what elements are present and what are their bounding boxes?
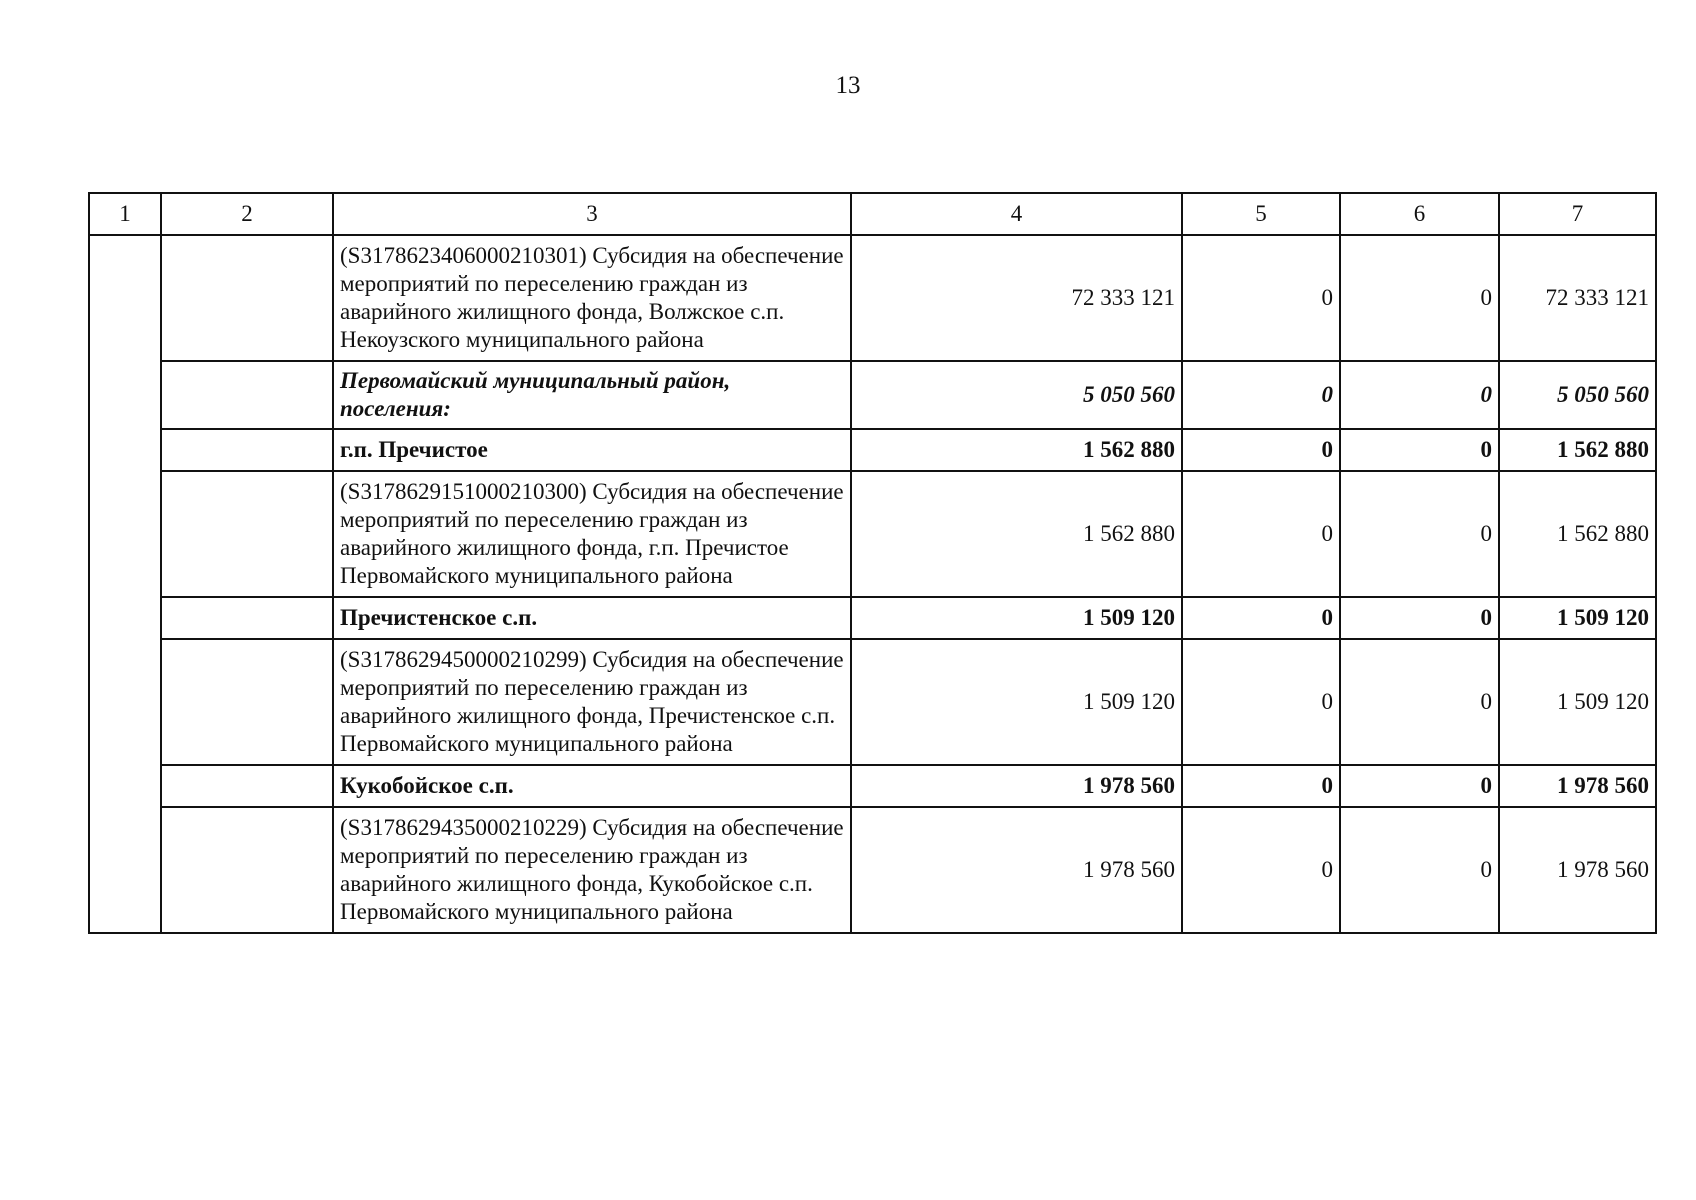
column-1-cell (89, 235, 161, 933)
amount-cell: 1 509 120 (851, 597, 1182, 639)
column-header-5: 5 (1182, 193, 1340, 235)
total-cell: 1 978 560 (1499, 807, 1656, 933)
total-cell: 72 333 121 (1499, 235, 1656, 361)
amount-cell: 1 509 120 (851, 639, 1182, 765)
column-header-1: 1 (89, 193, 161, 235)
amount-cell: 1 978 560 (851, 807, 1182, 933)
amount-cell: 0 (1340, 807, 1499, 933)
description-cell: (S3178629450000210299) Субсидия на обеспечение мероприятий по переселению граждан из аварийного жилищного фонда, Пречистенское с.п. Первомайского муниципального района (333, 639, 851, 765)
total-cell: 1 509 120 (1499, 639, 1656, 765)
amount-cell: 0 (1340, 597, 1499, 639)
table-row (89, 597, 1656, 639)
total-cell: 1 978 560 (1499, 765, 1656, 807)
column-2-cell (161, 471, 333, 597)
column-header-6: 6 (1340, 193, 1499, 235)
amount-cell: 0 (1340, 361, 1499, 429)
amount-cell: 1 978 560 (851, 765, 1182, 807)
page-number: 13 (835, 72, 861, 99)
amount-cell: 0 (1182, 765, 1340, 807)
amount-cell: 0 (1182, 807, 1340, 933)
header-row (89, 193, 1656, 235)
column-2-cell (161, 361, 333, 429)
amount-cell: 0 (1340, 765, 1499, 807)
description-cell: (S3178623406000210301) Субсидия на обеспечение мероприятий по переселению граждан из аварийного жилищного фонда, Волжское с.п. Некоузского муниципального района (333, 235, 851, 361)
description-cell: (S3178629435000210229) Субсидия на обеспечение мероприятий по переселению граждан из аварийного жилищного фонда, Кукобойское с.п. Первомайского муниципального района (333, 807, 851, 933)
amount-cell: 72 333 121 (851, 235, 1182, 361)
column-header-3: 3 (333, 193, 851, 235)
table-row (89, 471, 1656, 597)
description-cell: (S3178629151000210300) Субсидия на обеспечение мероприятий по переселению граждан из аварийного жилищного фонда, г.п. Пречистое Первомайского муниципального района (333, 471, 851, 597)
total-cell: 1 562 880 (1499, 429, 1656, 471)
amount-cell: 0 (1182, 597, 1340, 639)
total-cell: 5 050 560 (1499, 361, 1656, 429)
total-cell: 1 509 120 (1499, 597, 1656, 639)
amount-cell: 1 562 880 (851, 429, 1182, 471)
column-header-7: 7 (1499, 193, 1656, 235)
table-row (89, 361, 1656, 429)
description-cell: Пречистенское с.п. (333, 597, 851, 639)
amount-cell: 0 (1340, 639, 1499, 765)
amount-cell: 0 (1182, 471, 1340, 597)
table-row (89, 639, 1656, 765)
data-table (88, 192, 1657, 934)
amount-cell: 0 (1340, 235, 1499, 361)
column-2-cell (161, 235, 333, 361)
column-2-cell (161, 807, 333, 933)
column-2-cell (161, 765, 333, 807)
amount-cell: 0 (1182, 235, 1340, 361)
amount-cell: 0 (1182, 429, 1340, 471)
amount-cell: 1 562 880 (851, 471, 1182, 597)
amount-cell: 0 (1182, 639, 1340, 765)
amount-cell: 0 (1340, 429, 1499, 471)
table-row (89, 765, 1656, 807)
description-cell: Первомайский муниципальный район, поселения: (333, 361, 851, 429)
total-cell: 1 562 880 (1499, 471, 1656, 597)
column-2-cell (161, 639, 333, 765)
amount-cell: 5 050 560 (851, 361, 1182, 429)
description-cell: г.п. Пречистое (333, 429, 851, 471)
description-cell: Кукобойское с.п. (333, 765, 851, 807)
amount-cell: 0 (1340, 471, 1499, 597)
column-2-cell (161, 597, 333, 639)
column-header-4: 4 (851, 193, 1182, 235)
column-2-cell (161, 429, 333, 471)
table-row (89, 235, 1656, 361)
amount-cell: 0 (1182, 361, 1340, 429)
table-row (89, 807, 1656, 933)
column-header-2: 2 (161, 193, 333, 235)
table-row (89, 429, 1656, 471)
